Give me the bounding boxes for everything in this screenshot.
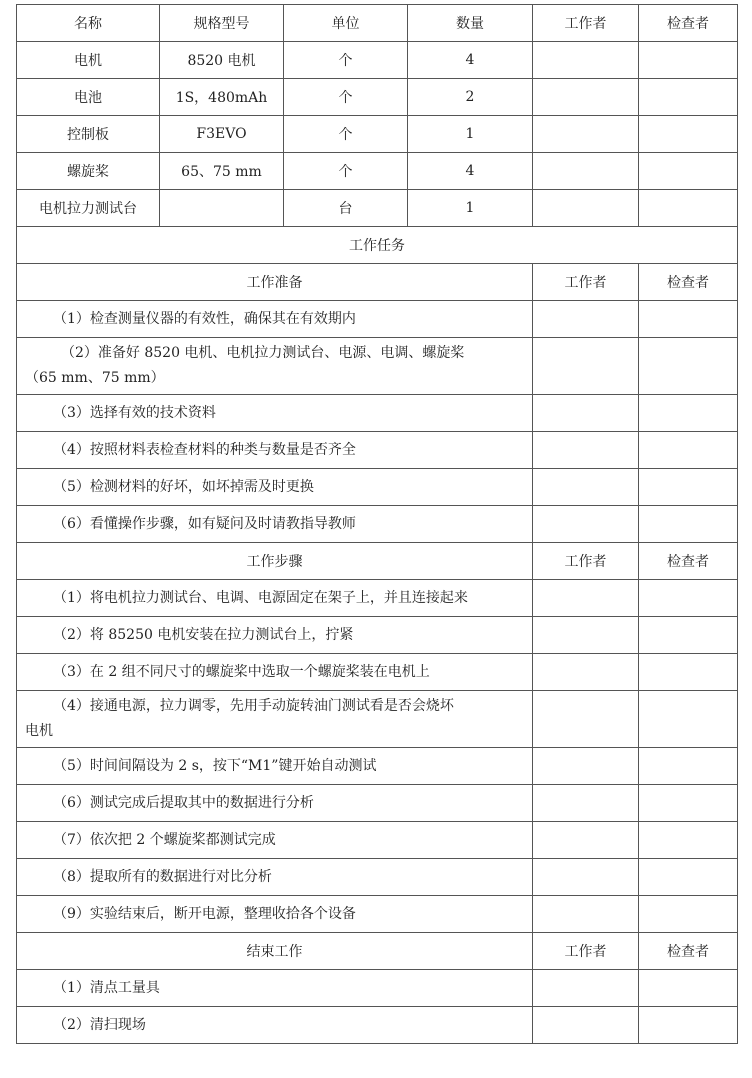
checker-cell[interactable] <box>639 859 738 896</box>
material-row <box>17 116 738 153</box>
step-text: （8）提取所有的数据进行对比分析 <box>17 859 533 896</box>
step-line-cont: （65 mm、75 mm） <box>25 370 165 386</box>
material-unit: 个 <box>284 42 408 79</box>
worker-cell[interactable] <box>533 79 639 116</box>
header-spec: 规格型号 <box>160 5 284 42</box>
material-qty: 1 <box>408 116 533 153</box>
section-header-row <box>17 543 738 580</box>
material-header-row <box>17 5 738 42</box>
checker-cell[interactable] <box>639 785 738 822</box>
material-qty: 2 <box>408 79 533 116</box>
material-row <box>17 42 738 79</box>
section-header-row <box>17 264 738 301</box>
step-row <box>17 785 738 822</box>
step-text: （2）将 85250 电机安装在拉力测试台上，拧紧 <box>17 617 533 654</box>
step-row <box>17 469 738 506</box>
checker-cell[interactable] <box>639 432 738 469</box>
checker-cell[interactable] <box>639 506 738 543</box>
worker-cell[interactable] <box>533 970 639 1007</box>
step-text: （6）测试完成后提取其中的数据进行分析 <box>17 785 533 822</box>
checker-cell[interactable] <box>639 691 738 748</box>
checker-cell[interactable] <box>639 190 738 227</box>
checker-cell[interactable] <box>639 654 738 691</box>
step-row <box>17 691 738 748</box>
worker-cell[interactable] <box>533 506 639 543</box>
step-row <box>17 1007 738 1044</box>
worker-cell[interactable] <box>533 338 639 395</box>
step-line: （4）接通电源，拉力调零，先用手动旋转油门测试看是否会烧坏 <box>53 698 454 714</box>
work-order-table <box>16 4 738 1044</box>
worker-cell[interactable] <box>533 654 639 691</box>
section-checker-label: 检查者 <box>639 543 738 580</box>
step-text: （4）按照材料表检查材料的种类与数量是否齐全 <box>17 432 533 469</box>
material-spec <box>160 190 284 227</box>
step-row <box>17 338 738 395</box>
step-text: （6）看懂操作步骤，如有疑问及时请教指导教师 <box>17 506 533 543</box>
checker-cell[interactable] <box>639 580 738 617</box>
worker-cell[interactable] <box>533 1007 639 1044</box>
material-row <box>17 79 738 116</box>
section-title: 结束工作 <box>17 933 533 970</box>
material-name: 螺旋桨 <box>17 153 160 190</box>
step-text <box>17 338 533 395</box>
checker-cell[interactable] <box>639 896 738 933</box>
step-row <box>17 859 738 896</box>
step-text: （3）选择有效的技术资料 <box>17 395 533 432</box>
section-header-row <box>17 933 738 970</box>
step-row <box>17 580 738 617</box>
material-name: 电池 <box>17 79 160 116</box>
worker-cell[interactable] <box>533 785 639 822</box>
section-title: 工作准备 <box>17 264 533 301</box>
header-unit: 单位 <box>284 5 408 42</box>
step-row <box>17 301 738 338</box>
worker-cell[interactable] <box>533 617 639 654</box>
step-row <box>17 896 738 933</box>
checker-cell[interactable] <box>639 153 738 190</box>
step-row <box>17 395 738 432</box>
step-text: （5）时间间隔设为 2 s，按下“M1”键开始自动测试 <box>17 748 533 785</box>
worker-cell[interactable] <box>533 190 639 227</box>
material-unit: 个 <box>284 116 408 153</box>
checker-cell[interactable] <box>639 116 738 153</box>
checker-cell[interactable] <box>639 970 738 1007</box>
worker-cell[interactable] <box>533 691 639 748</box>
worker-cell[interactable] <box>533 116 639 153</box>
worker-cell[interactable] <box>533 896 639 933</box>
step-text: （7）依次把 2 个螺旋桨都测试完成 <box>17 822 533 859</box>
worker-cell[interactable] <box>533 153 639 190</box>
material-spec: 8520 电机 <box>160 42 284 79</box>
material-row <box>17 190 738 227</box>
checker-cell[interactable] <box>639 42 738 79</box>
step-row <box>17 506 738 543</box>
header-qty: 数量 <box>408 5 533 42</box>
material-unit: 个 <box>284 153 408 190</box>
step-row <box>17 748 738 785</box>
step-line: （2）准备好 8520 电机、电机拉力测试台、电源、电调、螺旋桨 <box>61 345 465 361</box>
step-row <box>17 654 738 691</box>
section-checker-label: 检查者 <box>639 933 738 970</box>
step-text: （5）检测材料的好坏，如坏掉需及时更换 <box>17 469 533 506</box>
worker-cell[interactable] <box>533 580 639 617</box>
material-unit: 个 <box>284 79 408 116</box>
checker-cell[interactable] <box>639 748 738 785</box>
step-text: （9）实验结束后，断开电源，整理收拾各个设备 <box>17 896 533 933</box>
tasks-title-row <box>17 227 738 264</box>
worker-cell[interactable] <box>533 859 639 896</box>
material-qty: 4 <box>408 153 533 190</box>
tasks-title: 工作任务 <box>17 227 738 264</box>
material-spec: 1S，480mAh <box>160 79 284 116</box>
section-worker-label: 工作者 <box>533 933 639 970</box>
material-name: 电机拉力测试台 <box>17 190 160 227</box>
worker-cell[interactable] <box>533 42 639 79</box>
checker-cell[interactable] <box>639 822 738 859</box>
step-text: （1）清点工量具 <box>17 970 533 1007</box>
step-text: （1）将电机拉力测试台、电调、电源固定在架子上，并且连接起来 <box>17 580 533 617</box>
step-text <box>17 691 533 748</box>
step-text: （1）检查测量仪器的有效性，确保其在有效期内 <box>17 301 533 338</box>
step-row <box>17 432 738 469</box>
worker-cell[interactable] <box>533 395 639 432</box>
step-text: （2）清扫现场 <box>17 1007 533 1044</box>
material-unit: 台 <box>284 190 408 227</box>
header-name: 名称 <box>17 5 160 42</box>
checker-cell[interactable] <box>639 395 738 432</box>
step-row <box>17 617 738 654</box>
material-name: 控制板 <box>17 116 160 153</box>
material-spec: F3EVO <box>160 116 284 153</box>
checker-cell[interactable] <box>639 338 738 395</box>
material-name: 电机 <box>17 42 160 79</box>
checker-cell[interactable] <box>639 79 738 116</box>
material-row <box>17 153 738 190</box>
section-worker-label: 工作者 <box>533 543 639 580</box>
step-row <box>17 970 738 1007</box>
checker-cell[interactable] <box>639 301 738 338</box>
step-line-cont: 电机 <box>25 723 53 739</box>
material-qty: 4 <box>408 42 533 79</box>
worker-cell[interactable] <box>533 748 639 785</box>
material-qty: 1 <box>408 190 533 227</box>
worker-cell[interactable] <box>533 822 639 859</box>
checker-cell[interactable] <box>639 1007 738 1044</box>
section-worker-label: 工作者 <box>533 264 639 301</box>
worker-cell[interactable] <box>533 469 639 506</box>
worker-cell[interactable] <box>533 432 639 469</box>
checker-cell[interactable] <box>639 617 738 654</box>
worker-cell[interactable] <box>533 301 639 338</box>
material-spec: 65、75 mm <box>160 153 284 190</box>
section-checker-label: 检查者 <box>639 264 738 301</box>
header-checker: 检查者 <box>639 5 738 42</box>
step-row <box>17 822 738 859</box>
step-text: （3）在 2 组不同尺寸的螺旋桨中选取一个螺旋桨装在电机上 <box>17 654 533 691</box>
section-title: 工作步骤 <box>17 543 533 580</box>
checker-cell[interactable] <box>639 469 738 506</box>
header-worker: 工作者 <box>533 5 639 42</box>
